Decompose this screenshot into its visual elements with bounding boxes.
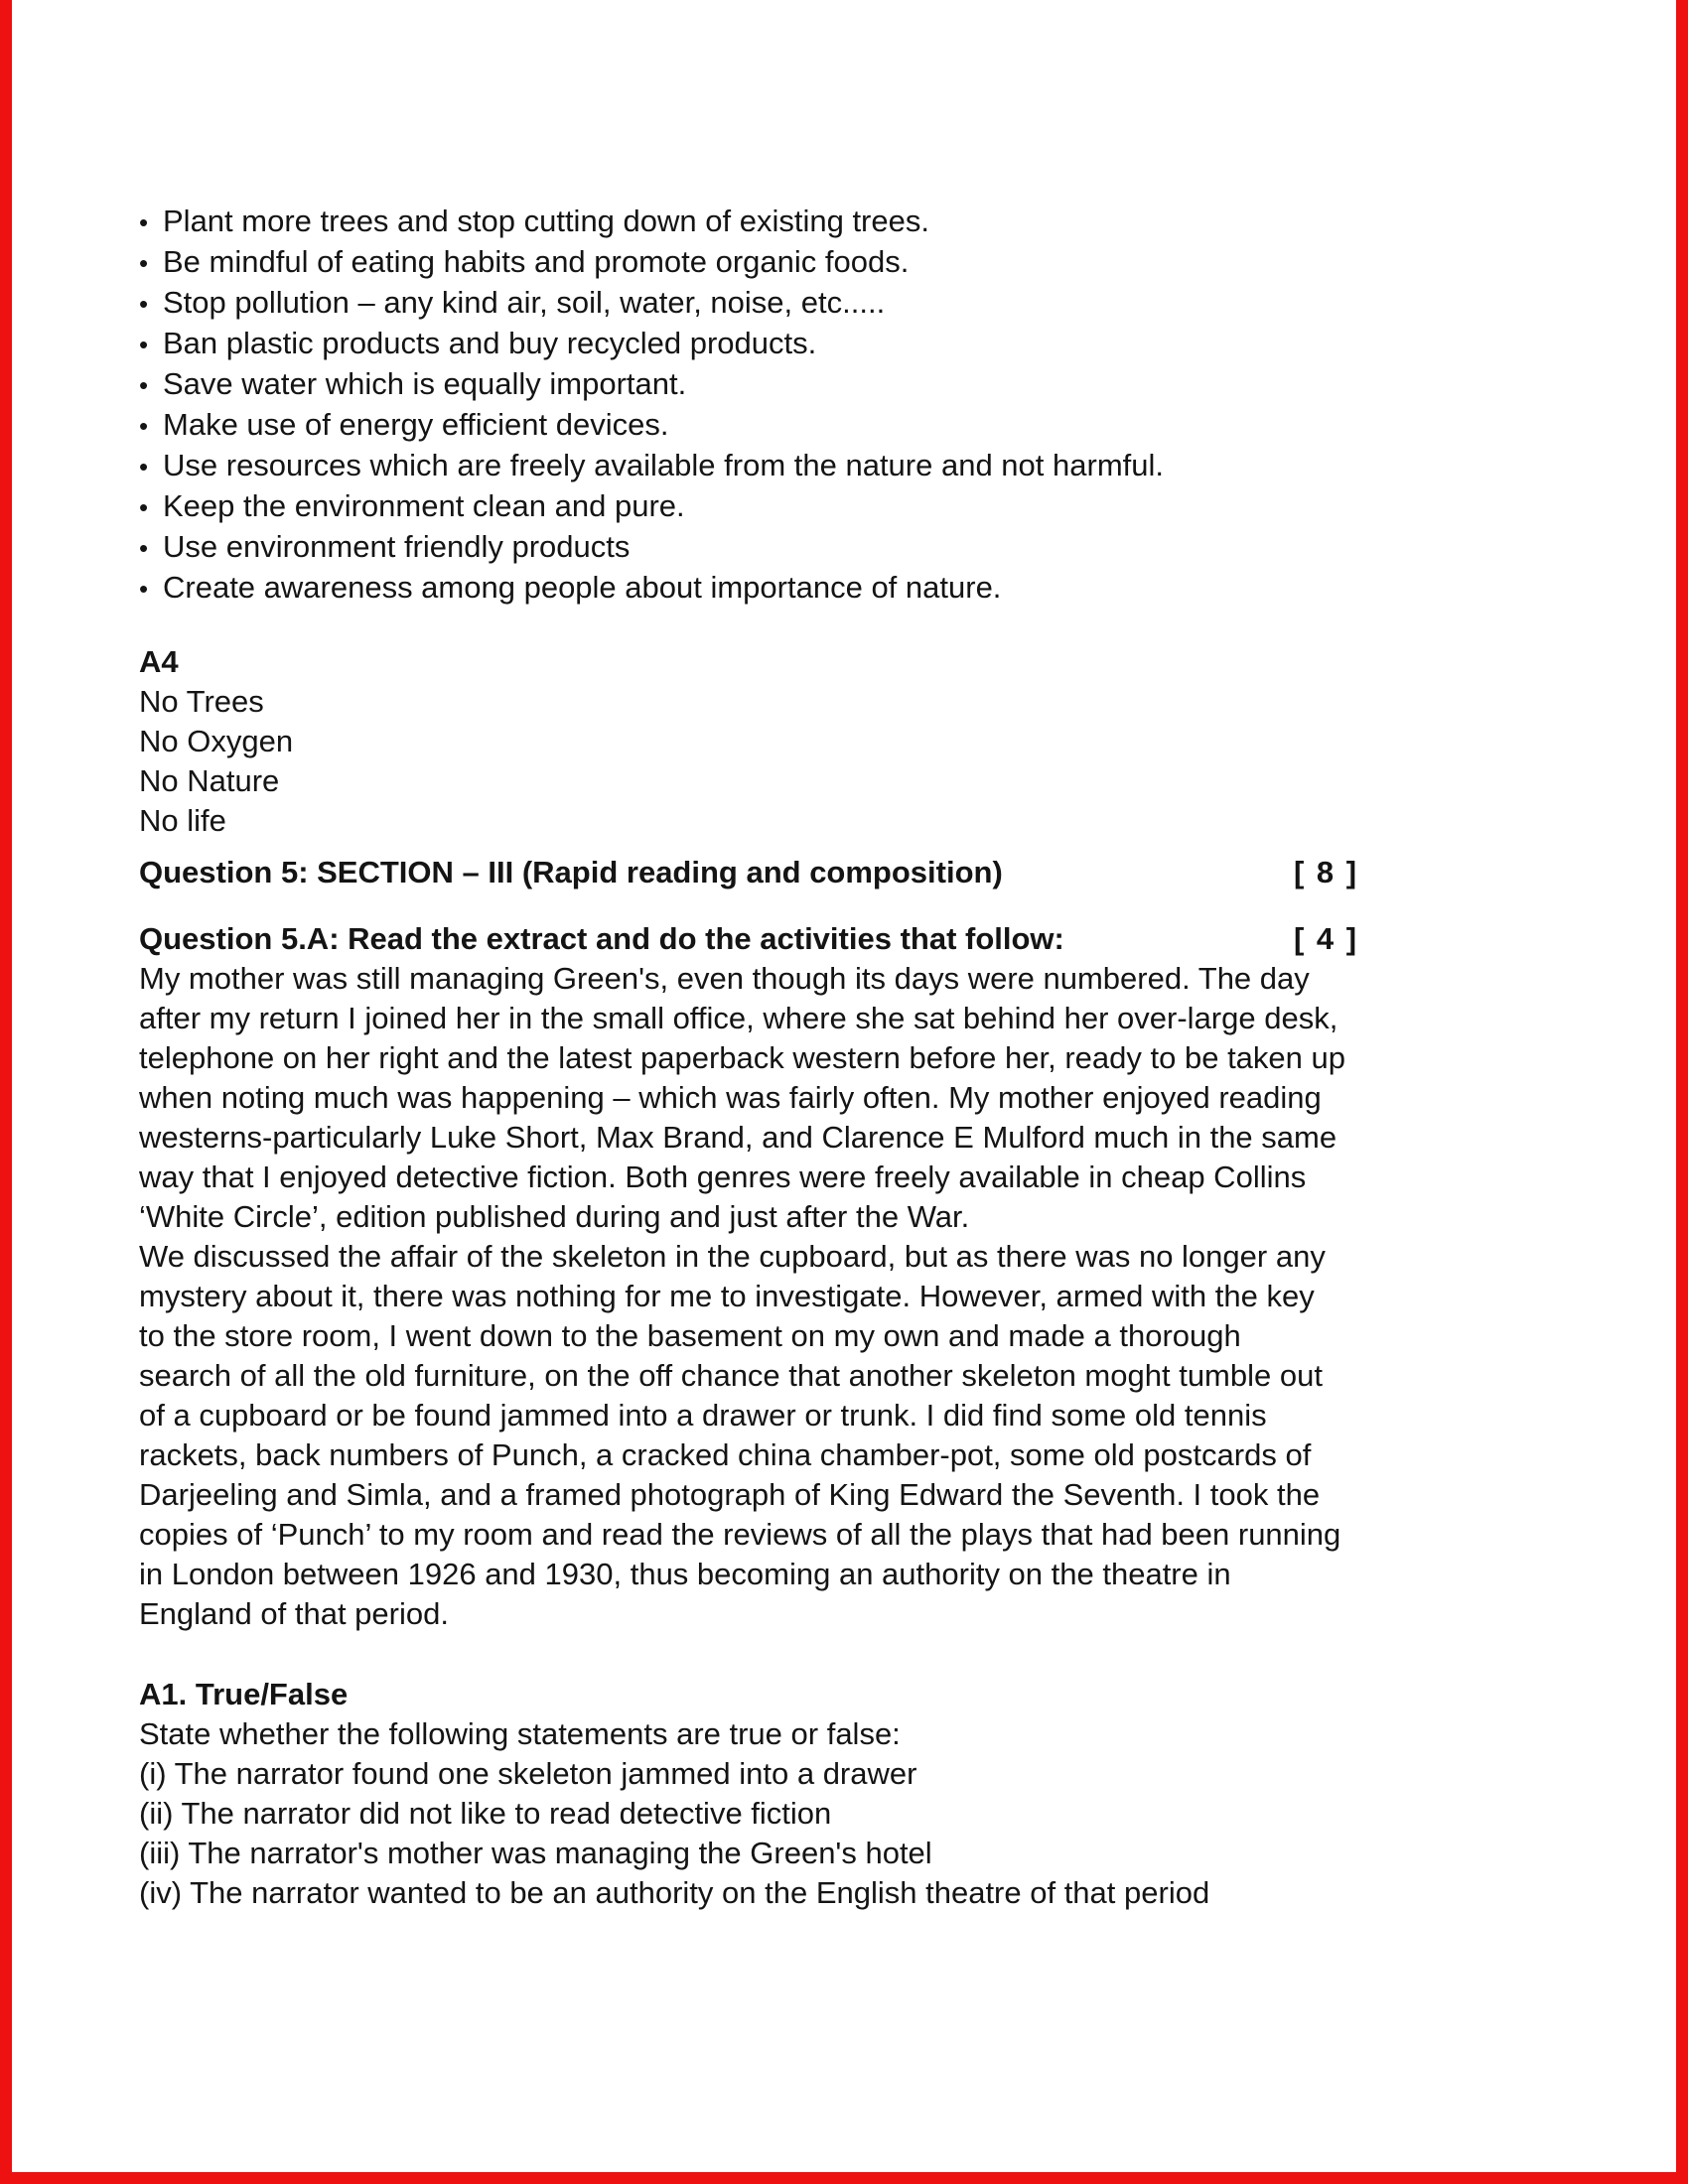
passage-line: ‘White Circle’, edition published during and just after the War. xyxy=(139,1199,970,1234)
bullet-icon: • xyxy=(139,248,149,278)
passage-line: telephone on her right and the latest paperback western before her, ready to be taken up xyxy=(139,1040,1345,1075)
bullet-icon: • xyxy=(139,492,149,522)
bullet-item-text: Use resources which are freely available from the nature and not harmful. xyxy=(163,448,1164,482)
passage-line: when noting much was happening – which was fairly often. My mother enjoyed reading xyxy=(139,1080,1322,1115)
passage-line: Darjeeling and Simla, and a framed photograph of King Edward the Seventh. I took the xyxy=(139,1477,1321,1512)
a4-heading: A4 xyxy=(139,644,179,679)
bullet-item-text: Make use of energy efficient devices. xyxy=(163,407,669,442)
bullet-icon: • xyxy=(139,207,149,237)
bullet-item-text: Ban plastic products and buy recycled products. xyxy=(163,326,817,360)
document-content xyxy=(139,202,1609,1913)
bullet-item xyxy=(139,405,1609,446)
a1-intro: State whether the following statements are true or false: xyxy=(139,1716,901,1751)
bullet-item xyxy=(139,202,1609,242)
passage-line: copies of ‘Punch’ to my room and read the reviews of all the plays that had been running xyxy=(139,1517,1341,1552)
page-edge-bottom xyxy=(0,2172,1688,2184)
bullet-item-text: Keep the environment clean and pure. xyxy=(163,488,685,523)
a1-item: (ii) The narrator did not like to read detective fiction xyxy=(139,1796,832,1831)
bullet-item-text: Save water which is equally important. xyxy=(163,366,687,401)
bullet-item xyxy=(139,242,1609,283)
bullet-item-text: Stop pollution – any kind air, soil, water, noise, etc..... xyxy=(163,285,886,320)
a1-true-false-block xyxy=(139,1675,1609,1913)
passage-line: We discussed the affair of the skeleton in the cupboard, but as there was no longer any xyxy=(139,1239,1326,1274)
bullet-item-text: Be mindful of eating habits and promote organic foods. xyxy=(163,244,910,279)
a4-answer-block xyxy=(139,642,1609,841)
page-edge-right xyxy=(1676,0,1688,2184)
bullet-item xyxy=(139,364,1609,405)
bullet-item-text: Plant more trees and stop cutting down of existing trees. xyxy=(163,204,929,238)
passage-line: of a cupboard or be found jammed into a drawer or trunk. I did find some old tennis xyxy=(139,1398,1267,1433)
a1-item: (iii) The narrator's mother was managing the Green's hotel xyxy=(139,1836,932,1870)
bullet-icon: • xyxy=(139,574,149,604)
a4-line: No Trees xyxy=(139,684,264,719)
a4-line: No Oxygen xyxy=(139,724,294,758)
passage-line: in London between 1926 and 1930, thus becoming an authority on the theatre in xyxy=(139,1557,1231,1591)
a4-line: No Nature xyxy=(139,763,280,798)
bullet-item-text: Create awareness among people about importance of nature. xyxy=(163,570,1002,605)
bullet-item xyxy=(139,446,1609,486)
bullet-item xyxy=(139,486,1609,527)
a1-item: (i) The narrator found one skeleton jammed into a drawer xyxy=(139,1756,917,1791)
passage-line: mystery about it, there was nothing for me to investigate. However, armed with the key xyxy=(139,1279,1315,1313)
bullet-item xyxy=(139,283,1609,324)
passage-line: rackets, back numbers of Punch, a cracked china chamber-pot, some old postcards of xyxy=(139,1437,1312,1472)
question5-heading-row xyxy=(139,853,1609,892)
suggestions-bullet-list xyxy=(139,202,1609,609)
bullet-item xyxy=(139,527,1609,568)
question5a-heading-row xyxy=(139,919,1609,959)
passage-line: after my return I joined her in the small office, where she sat behind her over-large desk, xyxy=(139,1001,1338,1035)
bullet-item xyxy=(139,324,1609,364)
passage-line: way that I enjoyed detective fiction. Both genres were freely available in cheap Collins xyxy=(139,1160,1307,1194)
a4-line: No life xyxy=(139,803,226,838)
question5a-heading: Question 5.A: Read the extract and do the activities that follow: xyxy=(139,921,1064,956)
bullet-icon: • xyxy=(139,330,149,359)
bullet-icon: • xyxy=(139,533,149,563)
bullet-item-text: Use environment friendly products xyxy=(163,529,631,564)
passage-line: search of all the old furniture, on the off chance that another skeleton moght tumble out xyxy=(139,1358,1323,1393)
passage-line: My mother was still managing Green's, even though its days were numbered. The day xyxy=(139,961,1310,996)
page-edge-left xyxy=(0,0,12,2184)
bullet-item xyxy=(139,568,1609,609)
bullet-icon: • xyxy=(139,289,149,319)
passage-line: England of that period. xyxy=(139,1596,449,1631)
passage-line: westerns-particularly Luke Short, Max Brand, and Clarence E Mulford much in the same xyxy=(139,1120,1337,1155)
a1-heading: A1. True/False xyxy=(139,1677,349,1711)
bullet-icon: • xyxy=(139,411,149,441)
a1-item: (iv) The narrator wanted to be an authority on the English theatre of that period xyxy=(139,1875,1210,1910)
question5-marks: [ 8 ] xyxy=(1294,855,1359,889)
passage-line: to the store room, I went down to the basement on my own and made a thorough xyxy=(139,1318,1241,1353)
reading-extract xyxy=(139,959,1609,1634)
bullet-icon: • xyxy=(139,452,149,481)
question5-heading: Question 5: SECTION – III (Rapid reading and composition) xyxy=(139,855,1003,889)
bullet-icon: • xyxy=(139,370,149,400)
question5a-marks: [ 4 ] xyxy=(1294,921,1359,956)
